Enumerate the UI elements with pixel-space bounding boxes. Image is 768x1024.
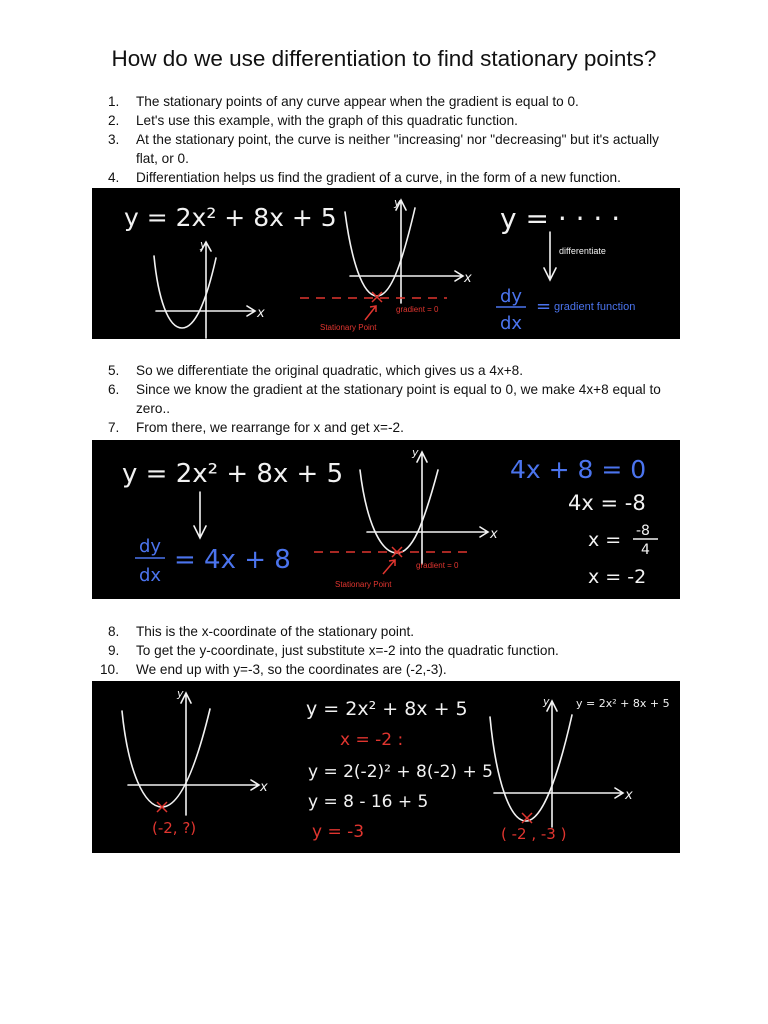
- point-final-label: ( -2 , -3 ): [501, 825, 567, 843]
- x-axis-label: x: [625, 788, 633, 803]
- parabola-curve: [490, 715, 572, 821]
- parabola-curve: [345, 208, 415, 296]
- list-item: 9. To get the y-coordinate, just substitute x=-2 into the quadratic function.: [108, 643, 559, 658]
- parabola-curve: [360, 470, 438, 553]
- whiteboard-panel-1: [92, 188, 680, 339]
- x-axis-line: [350, 271, 463, 281]
- list-item: 7. From there, we rearrange for x and get x=-2.: [108, 420, 404, 435]
- list-item: 8. This is the x-coordinate of the stationary point.: [108, 624, 415, 639]
- x-axis-line: [494, 788, 623, 798]
- gradient-function-label: gradient function: [554, 301, 636, 313]
- list-item: 3. At the stationary point, the curve is neither "increasing' nor "decreasing" but it's actually flat, or 0.: [108, 132, 659, 166]
- working-line-2: y = 8 - 16 + 5: [308, 792, 429, 812]
- fraction-numerator: -8: [636, 523, 650, 539]
- list-item: 5. So we differentiate the original quadratic, which gives us a 4x+8.: [108, 363, 524, 378]
- y-axis-line: [417, 452, 427, 564]
- x-axis-line: [367, 527, 488, 537]
- dx-denominator: dx: [500, 313, 523, 334]
- whiteboard-panel-2: [92, 440, 680, 599]
- down-arrow-icon: [544, 232, 556, 280]
- list-item: 2. Let's use this example, with the graph of this quadratic function.: [108, 113, 518, 128]
- list-item: 10. We end up with y=-3, so the coordinates are (-2,-3).: [100, 662, 447, 677]
- x-axis-label: x: [490, 527, 498, 542]
- differentiate-label: differentiate: [559, 246, 606, 256]
- equation-step-3-left: x =: [588, 529, 622, 551]
- derivative: = 4x + 8: [174, 545, 291, 575]
- steps-list-3: [100, 622, 678, 679]
- stationary-point-label: Stationary Point: [335, 580, 392, 589]
- list-item: 1. The stationary points of any curve appear when the gradient is equal to 0.: [108, 94, 579, 109]
- list-item: 4. Differentiation helps us find the gradient of a curve, in the form of a new function.: [108, 170, 621, 185]
- list-item: 6. Since we know the gradient at the stationary point is equal to 0, we make 4x+8 equal to zero..: [108, 382, 661, 416]
- dx-denominator: dx: [139, 565, 162, 586]
- dy-numerator: dy: [500, 286, 523, 307]
- fraction-denominator: 4: [641, 542, 650, 558]
- whiteboard-panel-3: [92, 681, 680, 853]
- stationary-point-label: Stationary Point: [320, 323, 377, 332]
- parabola-curve: [122, 709, 210, 807]
- x-axis-label: x: [260, 780, 268, 795]
- small-equation: y = 2x² + 8x + 5: [576, 697, 670, 710]
- x-axis-label: x: [464, 271, 472, 286]
- steps-list-2: [108, 361, 678, 437]
- page-title: How do we use differentiation to find stationary points?: [111, 46, 657, 71]
- equals-sign: =: [536, 296, 552, 317]
- dy-numerator: dy: [139, 536, 162, 557]
- working-line-1: y = 2(-2)² + 8(-2) + 5: [308, 762, 493, 782]
- point-unknown-label: (-2, ?): [152, 819, 197, 837]
- equation: y = 2x² + 8x + 5: [122, 459, 344, 489]
- equation-step-4: x = -2: [588, 566, 647, 588]
- y-axis-label: y: [177, 687, 184, 700]
- substitution-label: x = -2 :: [340, 730, 404, 750]
- steps-list-1: [108, 92, 678, 187]
- equation: y = 2x² + 8x + 5: [306, 698, 468, 720]
- y-axis-label: y: [394, 196, 401, 209]
- y-axis-line: [181, 693, 191, 815]
- down-arrow-icon: [194, 492, 206, 538]
- y-axis-label: y: [543, 695, 550, 708]
- equation-step-1: 4x + 8 = 0: [510, 455, 647, 484]
- y-axis-line: [201, 242, 211, 338]
- y-axis-label: y: [412, 446, 419, 459]
- x-axis-label: x: [257, 306, 265, 321]
- gradient-label: gradient = 0: [416, 561, 459, 570]
- equation: y = 2x² + 8x + 5: [124, 203, 337, 232]
- cross-mark-icon: [372, 292, 382, 302]
- equation-step-2: 4x = -8: [568, 491, 646, 515]
- y-dots: y = · · · ·: [500, 202, 621, 235]
- y-axis-line: [396, 200, 406, 303]
- pointer-arrow-icon: [383, 560, 395, 574]
- y-axis-label: y: [200, 238, 207, 251]
- working-line-3: y = -3: [312, 822, 365, 842]
- x-axis-line: [128, 780, 259, 790]
- gradient-label: gradient = 0: [396, 305, 439, 314]
- y-axis-line: [547, 701, 557, 827]
- pointer-arrow-icon: [365, 306, 376, 320]
